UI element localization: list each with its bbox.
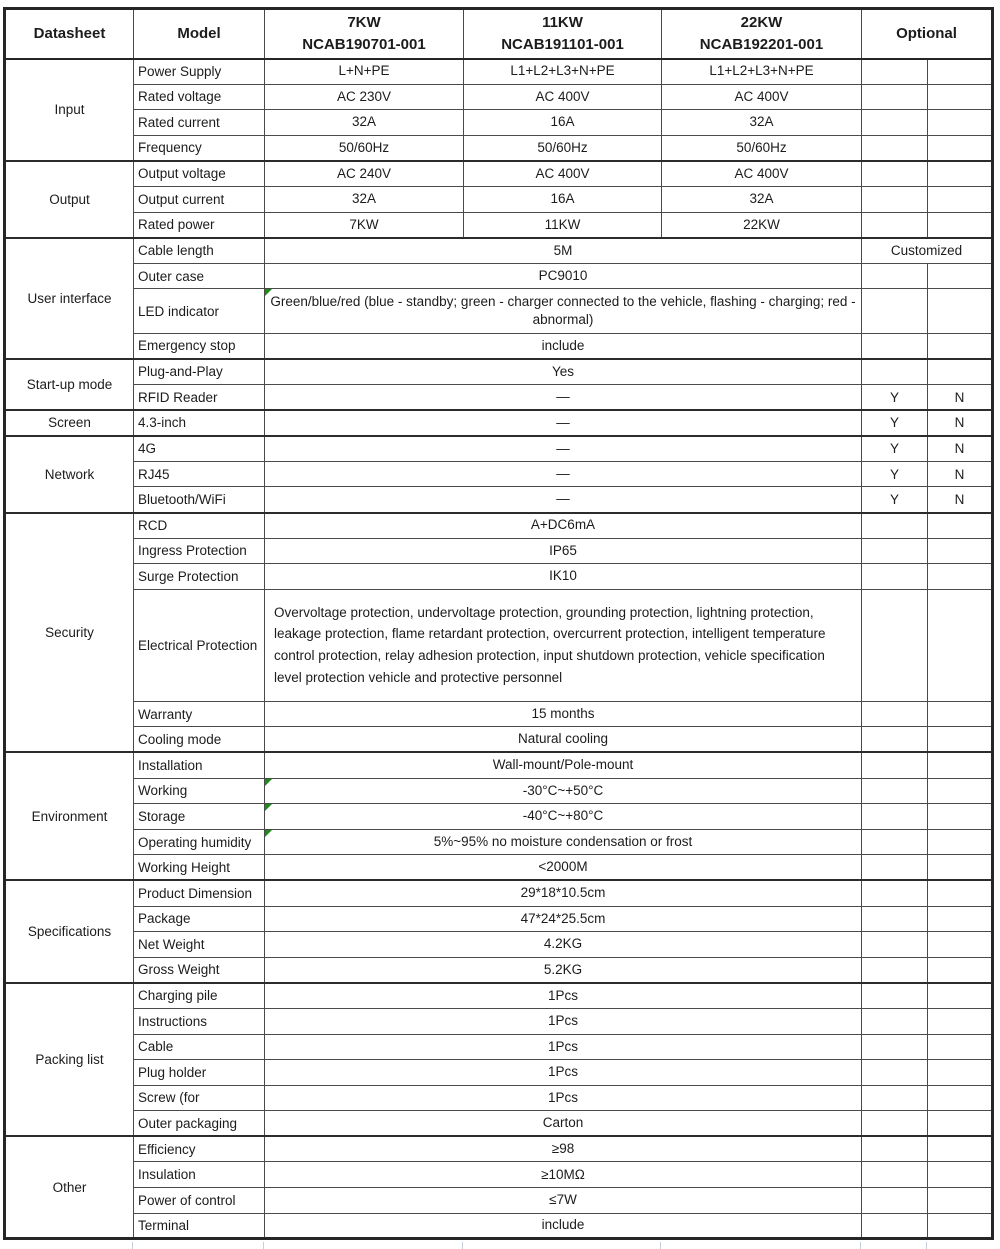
table-row — [5, 752, 993, 778]
optional-empty-cell — [928, 983, 993, 1009]
model-value-cell: 11KW — [464, 212, 662, 238]
param-label: Warranty — [134, 701, 265, 727]
table-row — [5, 1085, 993, 1111]
table-row — [5, 1060, 993, 1086]
table-row — [5, 238, 993, 264]
shared-value-cell — [265, 855, 862, 881]
optional-empty-cell — [862, 513, 928, 539]
category-cell: Input — [5, 59, 134, 161]
optional-empty-cell — [928, 589, 993, 701]
param-label: LED indicator — [134, 289, 265, 334]
optional-empty-cell — [862, 135, 928, 161]
param-label: Charging pile — [134, 983, 265, 1009]
param-label: Terminal — [134, 1213, 265, 1239]
shared-value-text: — — [556, 388, 570, 404]
param-label: Frequency — [134, 135, 265, 161]
optional-empty-cell — [862, 701, 928, 727]
shared-value-cell — [265, 752, 862, 778]
table-row — [5, 564, 993, 590]
optional-empty-cell — [862, 957, 928, 983]
param-label: Power of control — [134, 1188, 265, 1214]
table-row — [5, 957, 993, 983]
optional-empty-cell — [862, 1188, 928, 1214]
optional-yes-cell: Y — [862, 487, 928, 513]
table-row — [5, 289, 993, 334]
table-row — [5, 778, 993, 804]
table-row — [5, 727, 993, 753]
shared-value-text: Carton — [542, 1115, 584, 1131]
optional-yes-cell: Y — [862, 385, 928, 411]
shared-value-cell — [265, 238, 862, 264]
category-cell: Screen — [5, 410, 134, 436]
param-label: RCD — [134, 513, 265, 539]
table-row — [5, 1162, 993, 1188]
partial-next-row — [3, 1242, 991, 1249]
cell-note-marker-icon — [265, 289, 272, 296]
optional-empty-cell — [928, 752, 993, 778]
param-label: Bluetooth/WiFi — [134, 487, 265, 513]
table-row — [5, 513, 993, 539]
optional-no-cell: N — [928, 487, 993, 513]
header-label: Optional — [896, 24, 957, 42]
shared-value-cell — [265, 829, 862, 855]
shared-value-text: IP65 — [549, 542, 577, 558]
table-row — [5, 1213, 993, 1239]
optional-empty-cell — [862, 289, 928, 334]
table-row — [5, 701, 993, 727]
shared-value-cell — [265, 359, 862, 385]
optional-empty-cell — [862, 1008, 928, 1034]
param-label: Product Dimension — [134, 880, 265, 906]
header-model-code: NCAB192201-001 — [699, 35, 824, 53]
param-label: Net Weight — [134, 932, 265, 958]
shared-value-text: 5%~95% no moisture condensation or frost — [433, 833, 693, 849]
optional-empty-cell — [928, 778, 993, 804]
table-row — [5, 135, 993, 161]
table-row — [5, 84, 993, 110]
param-label: Ingress Protection — [134, 538, 265, 564]
header-model-code: NCAB190701-001 — [302, 35, 426, 53]
param-label: Gross Weight — [134, 957, 265, 983]
shared-value-text: Overvoltage protection, undervoltage protection, grounding protection, lightning protection, leakage protection, flame retardant protection, overcurrent protection, intelligent temperature control protection, relay adhesion protection, input shutdown protection, vehicle specification level protection vehicle and protective personnel — [274, 604, 826, 686]
cell-note-marker-icon — [265, 804, 272, 811]
category-cell: Specifications — [5, 880, 134, 982]
model-value-cell: L+N+PE — [265, 59, 464, 85]
optional-empty-cell — [928, 1034, 993, 1060]
table-row — [5, 932, 993, 958]
model-value-cell: 32A — [662, 110, 862, 136]
param-label: Rated voltage — [134, 84, 265, 110]
shared-value-text: IK10 — [549, 568, 577, 584]
param-label: Operating humidity — [134, 829, 265, 855]
model-value-cell: AC 400V — [464, 161, 662, 187]
shared-value-text: 15 months — [531, 705, 595, 721]
shared-value-text: — — [556, 414, 570, 430]
shared-value-cell — [265, 880, 862, 906]
category-cell: Security — [5, 513, 134, 753]
shared-value-text: 1Pcs — [547, 1038, 578, 1054]
shared-value-text: <2000M — [538, 859, 588, 875]
optional-empty-cell — [928, 110, 993, 136]
model-value-cell: 50/60Hz — [464, 135, 662, 161]
shared-value-text: include — [541, 337, 585, 353]
model-value-cell: 22KW — [662, 212, 862, 238]
datasheet-table — [3, 7, 994, 1240]
optional-empty-cell — [862, 727, 928, 753]
table-row — [5, 538, 993, 564]
table-row — [5, 855, 993, 881]
table-row — [5, 983, 993, 1009]
shared-value-cell — [265, 932, 862, 958]
param-label: Storage — [134, 804, 265, 830]
table-row — [5, 186, 993, 212]
table-row — [5, 880, 993, 906]
shared-value-cell — [265, 410, 862, 436]
table-row — [5, 829, 993, 855]
header-label: 7KW — [347, 14, 381, 31]
param-label: Power Supply — [134, 59, 265, 85]
header-cell-optional — [862, 9, 993, 59]
optional-empty-cell — [928, 333, 993, 359]
table-row — [5, 487, 993, 513]
optional-yes-cell: Y — [862, 436, 928, 462]
param-label: Output voltage — [134, 161, 265, 187]
optional-empty-cell — [928, 59, 993, 85]
optional-empty-cell — [928, 1188, 993, 1214]
optional-empty-cell — [928, 161, 993, 187]
optional-empty-cell — [928, 1136, 993, 1162]
optional-empty-cell — [928, 263, 993, 289]
param-label: Instructions — [134, 1008, 265, 1034]
optional-empty-cell — [862, 932, 928, 958]
optional-empty-cell — [928, 1008, 993, 1034]
shared-value-text: 29*18*10.5cm — [520, 885, 606, 901]
optional-empty-cell — [928, 538, 993, 564]
header-label: 11KW — [542, 14, 583, 31]
optional-no-cell: N — [928, 461, 993, 487]
model-value-cell: 50/60Hz — [265, 135, 464, 161]
shared-value-cell — [265, 513, 862, 539]
model-value-cell: AC 240V — [265, 161, 464, 187]
category-cell: Packing list — [5, 983, 134, 1137]
optional-empty-cell — [928, 513, 993, 539]
param-label: RJ45 — [134, 461, 265, 487]
model-value-cell: 7KW — [265, 212, 464, 238]
table-row — [5, 1111, 993, 1137]
header-label: 22KW — [740, 14, 783, 31]
table-header — [5, 9, 993, 59]
category-cell: Other — [5, 1136, 134, 1238]
param-label: Insulation — [134, 1162, 265, 1188]
optional-empty-cell — [862, 1162, 928, 1188]
category-cell: Network — [5, 436, 134, 513]
param-label: Screw (for — [134, 1085, 265, 1111]
category-cell: Start-up mode — [5, 359, 134, 410]
shared-value-text: Natural cooling — [517, 731, 609, 747]
param-label: Outer packaging — [134, 1111, 265, 1137]
table-row — [5, 1008, 993, 1034]
optional-empty-cell — [862, 161, 928, 187]
shared-value-text: — — [556, 491, 570, 507]
param-label: Efficiency — [134, 1136, 265, 1162]
optional-empty-cell — [928, 212, 993, 238]
param-label: Cable — [134, 1034, 265, 1060]
shared-value-text: 1Pcs — [547, 987, 578, 1003]
param-label: Plug-and-Play — [134, 359, 265, 385]
shared-value-text: — — [556, 466, 570, 481]
shared-value-cell — [265, 701, 862, 727]
shared-value-text: ≥98 — [551, 1141, 575, 1157]
header-label: Datasheet — [33, 24, 106, 42]
category-cell: Environment — [5, 752, 134, 880]
param-label: Rated current — [134, 110, 265, 136]
shared-value-cell — [265, 957, 862, 983]
shared-value-cell — [265, 804, 862, 830]
shared-value-cell — [265, 906, 862, 932]
category-cell: User interface — [5, 238, 134, 359]
shared-value-cell — [265, 1034, 862, 1060]
shared-value-text: 5M — [553, 242, 573, 258]
shared-value-text: 4.2KG — [543, 936, 583, 952]
optional-empty-cell — [928, 855, 993, 881]
optional-empty-cell — [862, 84, 928, 110]
optional-empty-cell — [928, 701, 993, 727]
table-row — [5, 333, 993, 359]
header-cell-7kw — [265, 9, 464, 59]
optional-empty-cell — [862, 855, 928, 881]
optional-empty-cell — [928, 906, 993, 932]
table-row — [5, 804, 993, 830]
model-value-cell: 16A — [464, 186, 662, 212]
model-value-cell: 32A — [662, 186, 862, 212]
optional-empty-cell — [928, 804, 993, 830]
optional-empty-cell — [928, 135, 993, 161]
shared-value-cell — [265, 1188, 862, 1214]
header-cell-22kw — [662, 9, 862, 59]
shared-value-cell — [265, 263, 862, 289]
shared-value-text: 1Pcs — [547, 1013, 578, 1029]
table-row — [5, 906, 993, 932]
model-value-cell: AC 400V — [464, 84, 662, 110]
shared-value-cell — [265, 727, 862, 753]
model-value-cell: AC 400V — [662, 161, 862, 187]
cell-note-marker-icon — [265, 779, 272, 786]
optional-empty-cell — [862, 538, 928, 564]
optional-empty-cell — [928, 84, 993, 110]
model-value-cell: L1+L2+L3+N+PE — [464, 59, 662, 85]
optional-empty-cell — [862, 564, 928, 590]
header-cell-datasheet — [5, 9, 134, 59]
cell-note-marker-icon — [265, 830, 272, 837]
optional-empty-cell — [862, 1213, 928, 1239]
shared-value-text: Yes — [551, 363, 575, 379]
table-row — [5, 1034, 993, 1060]
header-model-code: NCAB191101-001 — [501, 35, 624, 53]
optional-empty-cell — [928, 829, 993, 855]
shared-value-cell — [265, 1085, 862, 1111]
param-label: Emergency stop — [134, 333, 265, 359]
model-value-cell: AC 230V — [265, 84, 464, 110]
shared-value-text: -40°C~+80°C — [522, 808, 604, 824]
optional-empty-cell — [928, 359, 993, 385]
param-label: Plug holder — [134, 1060, 265, 1086]
optional-empty-cell — [928, 880, 993, 906]
optional-empty-cell — [862, 186, 928, 212]
optional-empty-cell — [862, 212, 928, 238]
shared-value-cell — [265, 487, 862, 513]
shared-value-text: 1Pcs — [547, 1064, 578, 1080]
optional-empty-cell — [928, 289, 993, 334]
shared-value-text: -30°C~+50°C — [522, 782, 604, 798]
shared-value-cell — [265, 1008, 862, 1034]
optional-yes-cell: Y — [862, 410, 928, 436]
header-label: Model — [177, 24, 221, 42]
optional-empty-cell — [928, 564, 993, 590]
optional-empty-cell — [862, 1111, 928, 1137]
header-row — [5, 9, 993, 59]
model-value-cell: 16A — [464, 110, 662, 136]
shared-value-cell — [265, 589, 862, 701]
shared-value-cell — [265, 385, 862, 411]
param-label: Package — [134, 906, 265, 932]
param-label: Electrical Protection — [134, 589, 265, 701]
param-label: Working — [134, 778, 265, 804]
table-row — [5, 589, 993, 701]
optional-empty-cell — [862, 59, 928, 85]
optional-no-cell: N — [928, 385, 993, 411]
optional-no-cell: N — [928, 410, 993, 436]
optional-empty-cell — [928, 1162, 993, 1188]
optional-empty-cell — [928, 1213, 993, 1239]
optional-empty-cell — [928, 1085, 993, 1111]
header-cell-11kw — [464, 9, 662, 59]
model-value-cell: AC 400V — [662, 84, 862, 110]
shared-value-cell — [265, 1162, 862, 1188]
optional-empty-cell — [928, 727, 993, 753]
shared-value-cell — [265, 1111, 862, 1137]
model-value-cell: 50/60Hz — [662, 135, 862, 161]
shared-value-cell — [265, 778, 862, 804]
optional-empty-cell — [862, 1060, 928, 1086]
shared-value-cell — [265, 461, 862, 487]
optional-empty-cell — [862, 804, 928, 830]
model-value-cell: 32A — [265, 186, 464, 212]
shared-value-cell — [265, 1213, 862, 1239]
shared-value-cell — [265, 289, 862, 334]
optional-empty-cell — [862, 906, 928, 932]
shared-value-text: Wall-mount/Pole-mount — [492, 757, 634, 773]
shared-value-cell — [265, 983, 862, 1009]
param-label: Rated power — [134, 212, 265, 238]
shared-value-cell — [265, 538, 862, 564]
table-row — [5, 212, 993, 238]
param-label: Cooling mode — [134, 727, 265, 753]
optional-empty-cell — [928, 186, 993, 212]
shared-value-text: 5.2KG — [543, 961, 583, 977]
optional-span-cell: Customized — [862, 238, 993, 264]
shared-value-text: 1Pcs — [547, 1089, 578, 1105]
param-label: Working Height — [134, 855, 265, 881]
shared-value-text: 47*24*25.5cm — [520, 910, 606, 926]
shared-value-text: Green/blue/red (blue - standby; green - charger connected to the vehicle, flashing - charging; red - abnormal) — [270, 293, 856, 328]
optional-empty-cell — [928, 957, 993, 983]
param-label: 4G — [134, 436, 265, 462]
category-cell: Output — [5, 161, 134, 238]
optional-empty-cell — [862, 829, 928, 855]
optional-empty-cell — [928, 1060, 993, 1086]
param-label: Surge Protection — [134, 564, 265, 590]
optional-empty-cell — [862, 752, 928, 778]
optional-yes-cell: Y — [862, 461, 928, 487]
table-row — [5, 1188, 993, 1214]
shared-value-cell — [265, 1136, 862, 1162]
model-value-cell: 32A — [265, 110, 464, 136]
shared-value-text: ≥10MΩ — [541, 1166, 585, 1182]
table-row — [5, 110, 993, 136]
optional-empty-cell — [862, 1085, 928, 1111]
shared-value-cell — [265, 333, 862, 359]
shared-value-text: include — [541, 1217, 585, 1233]
optional-empty-cell — [862, 589, 928, 701]
optional-empty-cell — [928, 1111, 993, 1137]
shared-value-text: A+DC6mA — [530, 517, 596, 533]
table-row — [5, 1136, 993, 1162]
table-row — [5, 263, 993, 289]
optional-empty-cell — [862, 263, 928, 289]
shared-value-text: ≤7W — [549, 1192, 577, 1208]
table-row — [5, 59, 993, 85]
table-body — [5, 59, 993, 1239]
shared-value-cell — [265, 436, 862, 462]
header-cell-model — [134, 9, 265, 59]
shared-value-cell — [265, 1060, 862, 1086]
param-label: Output current — [134, 186, 265, 212]
optional-empty-cell — [862, 1136, 928, 1162]
optional-empty-cell — [862, 880, 928, 906]
model-value-cell: L1+L2+L3+N+PE — [662, 59, 862, 85]
shared-value-text: PC9010 — [538, 267, 588, 283]
optional-empty-cell — [862, 333, 928, 359]
optional-empty-cell — [862, 110, 928, 136]
table-row — [5, 161, 993, 187]
param-label: Cable length — [134, 238, 265, 264]
table-row — [5, 359, 993, 385]
table-row — [5, 410, 993, 436]
table-row — [5, 461, 993, 487]
optional-empty-cell — [928, 932, 993, 958]
optional-no-cell: N — [928, 436, 993, 462]
optional-empty-cell — [862, 1034, 928, 1060]
optional-empty-cell — [862, 359, 928, 385]
table-row — [5, 385, 993, 411]
param-label: 4.3-inch — [134, 410, 265, 436]
shared-value-cell — [265, 564, 862, 590]
param-label: Installation — [134, 752, 265, 778]
param-label: RFID Reader — [134, 385, 265, 411]
table-row — [5, 436, 993, 462]
shared-value-text: — — [556, 440, 570, 456]
optional-empty-cell — [862, 983, 928, 1009]
optional-empty-cell — [862, 778, 928, 804]
param-label: Outer case — [134, 263, 265, 289]
